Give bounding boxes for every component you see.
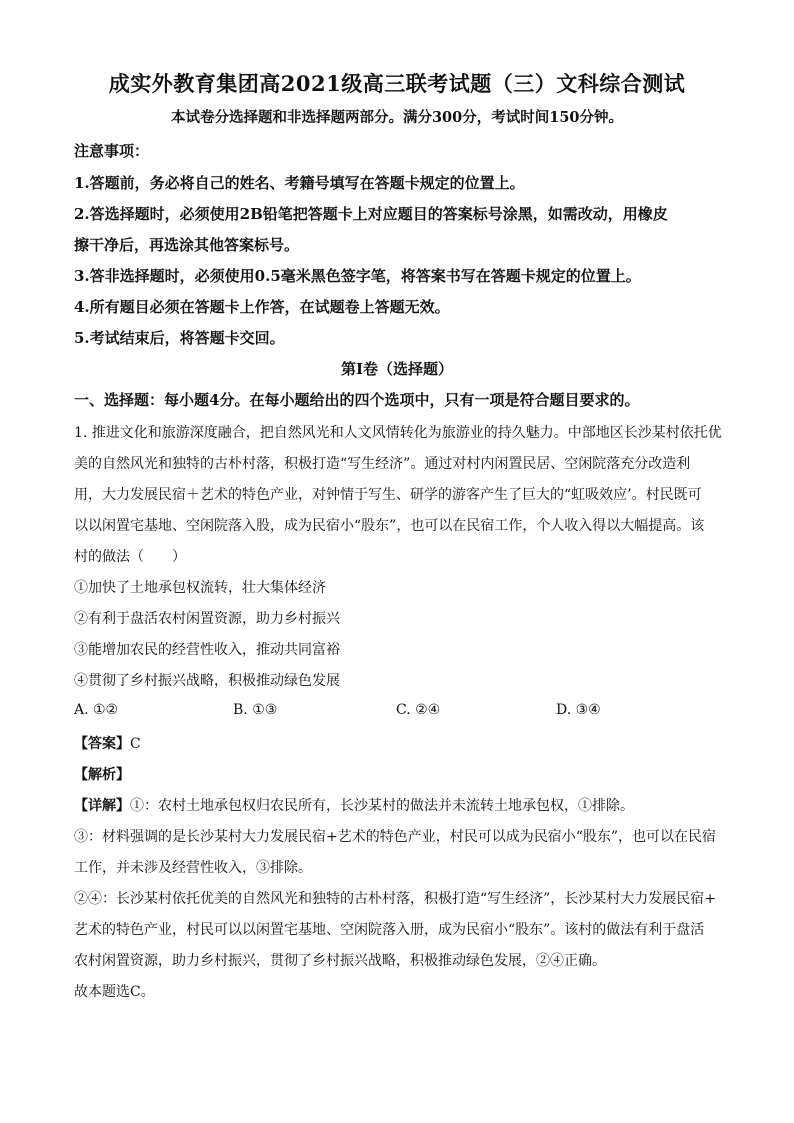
notice-line: 5.考试结束后，将答题卡交回。 [74,329,285,347]
question-stem-line: 美的自然风光和独特的古朴村落，积极打造“写生经济”。通过对村内闲置民居、空闲院落充分改造利 [74,456,691,472]
detail-line: ②④：长沙某村依托优美的自然风光和独特的古朴村落，积极打造“写生经济”，长沙某村大力发展民宿+ [74,891,717,907]
exam-title: 成实外教育集团高2021级高三联考试题（三）文科综合测试 [108,71,686,96]
analysis-label-text: 【解析】 [74,767,130,783]
question-stem-line: 用，大力发展民宿＋艺术的特色产业，对钟情于写生、研学的游客产生了巨大的“虹吸效应’。村民既可 [74,487,702,503]
option-c: C. ②④ [396,702,441,718]
detail-line: ③：材料强调的是长沙某村大力发展民宿+艺术的特色产业，村民可以成为民宿小“股东”，也可以在民宿 [74,829,717,845]
question-stem-line: 1. 推进文化和旅游深度融合，把自然风光和人文风情转化为旅游业的持久魅力。中部地区长沙某村依托优 [74,425,722,441]
notice-line: 擦干净后，再选涂其他答案标号。 [74,236,300,254]
detail-line: 农村闲置资源，助力乡村振兴，贯彻了乡村振兴战略，积极推动绿色发展，②④正确。 [74,953,606,969]
option-d: D. ③④ [556,702,601,718]
detail-line: 工作，并未涉及经营性收入，③排除。 [74,860,312,876]
statement-3: ③能增加农民的经营性收入，推动共同富裕 [74,642,340,658]
statement-2: ②有利于盘活农村闲置资源，助力乡村振兴 [74,611,340,627]
option-a: A. ①② [74,702,119,718]
option-b: B. ①③ [233,702,278,718]
question-stem-line: 村的做法（ ） [74,549,186,565]
notice-line: 1.答题前，务必将自己的姓名、考籍号填写在答题卡规定的位置上。 [74,174,525,192]
detail-line: 艺术的特色产业，村民可以以闲置宅基地、空闲院落入册，成为民宿小“股东”。该村的做法有利于盘活 [74,922,705,938]
exam-subtitle: 本试卷分选择题和非选择题两部分。满分300分，考试时间150分钟。 [170,109,624,126]
detail-line [74,795,634,815]
conclusion-line: 故本题选C。 [74,984,155,1000]
answer-label: 【答案】 [74,736,130,752]
part-heading: 一、选择题：每小题4分。在每小题给出的四个选项中，只有一项是符合题目要求的。 [74,391,640,409]
notice-line: 4.所有题目必须在答题卡上作答，在试题卷上答题无效。 [74,298,450,316]
analysis-label [74,764,130,784]
statement-4: ④贯彻了乡村振兴战略，积极推动绿色发展 [74,673,340,689]
section-title: 第Ⅰ卷（选择题） [340,360,454,378]
notice-line: 2.答选择题时，必须使用2B铅笔把答题卡上对应题目的答案标号涂黑，如需改动，用橡皮 [74,205,668,223]
question-stem-line: 以以闲置宅基地、空闲院落入股，成为民宿小“股东”，也可以在民宿工作，个人收入得以大幅提高。该 [74,518,705,534]
notice-line: 3.答非选择题时，必须使用0.5毫米黑色签字笔，将答案书写在答题卡规定的位置上。 [74,267,641,285]
detail-text: ①：农村土地承包权归农民所有，长沙某村的做法并未流转土地承包权，①排除。 [130,798,634,814]
answer-value: C [130,736,141,752]
notice-heading: 注意事项： [74,142,150,160]
detail-label: 【详解】 [74,798,130,814]
statement-1: ①加快了土地承包权流转，壮大集体经济 [74,580,326,596]
answer-line [74,733,141,753]
